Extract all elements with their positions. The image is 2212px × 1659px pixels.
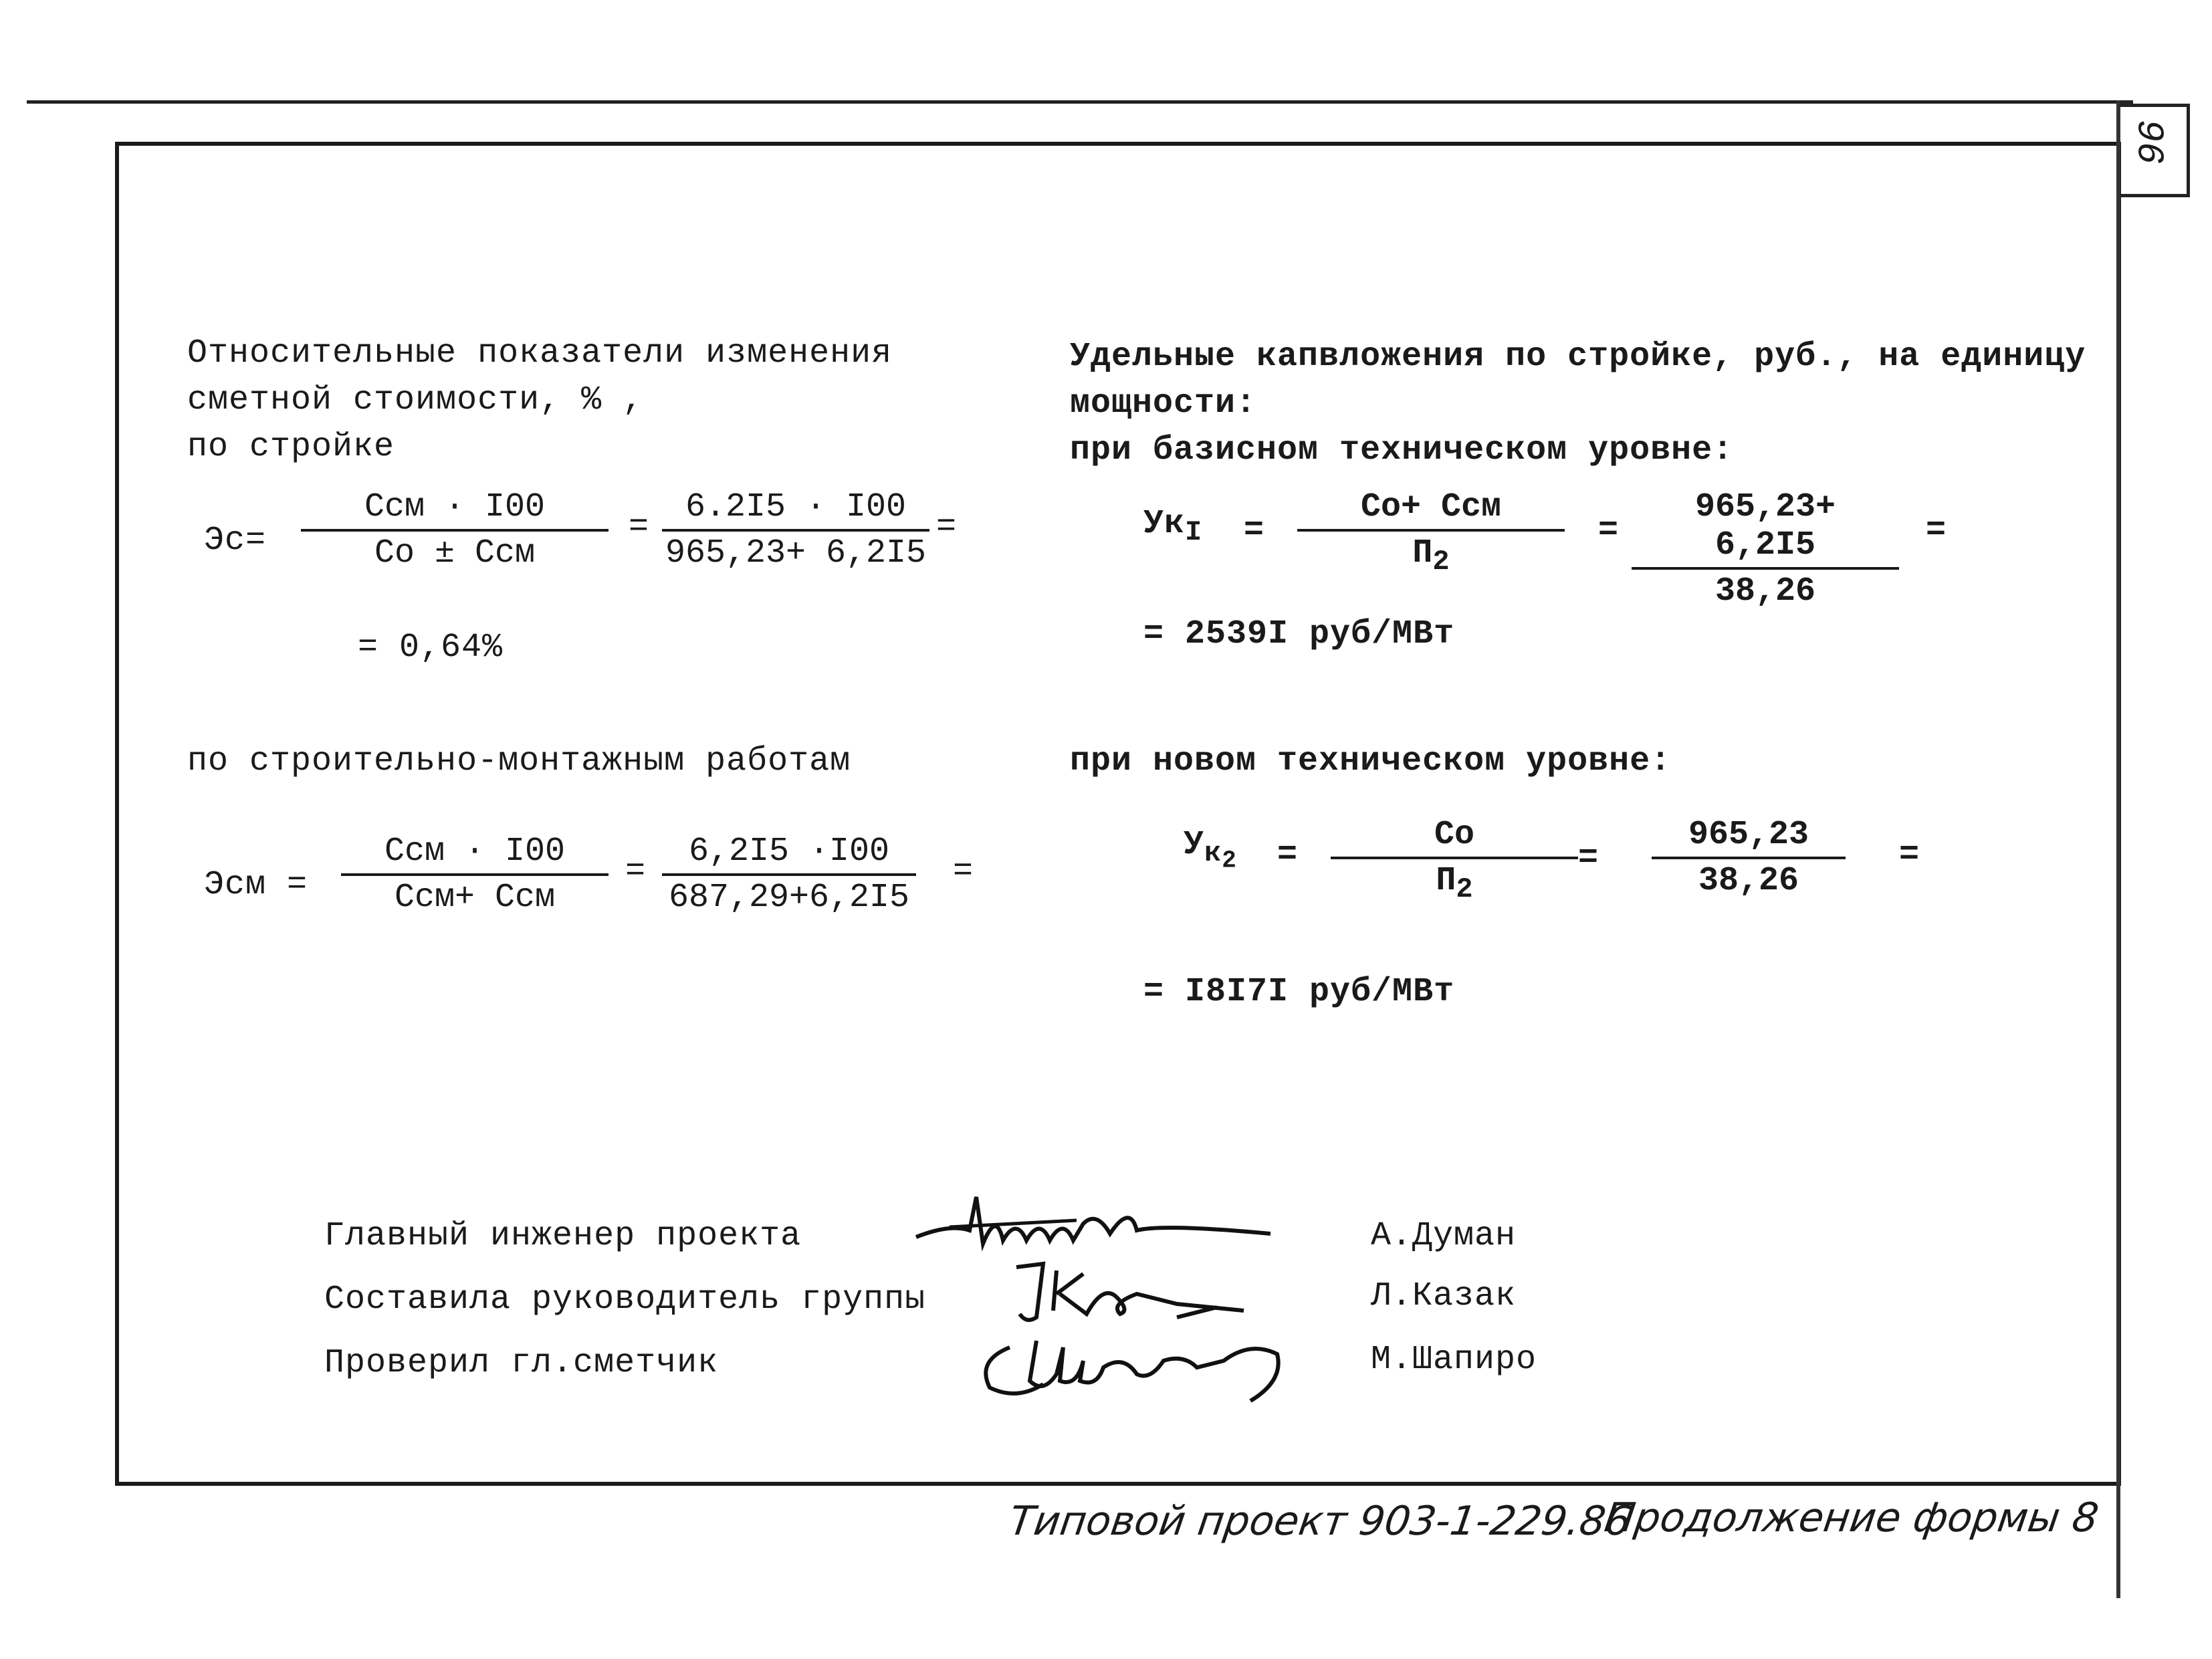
handwritten-signature-3	[970, 1321, 1291, 1411]
right-heading-line1: Удельные капвложения по стройке, руб., на единицу	[1070, 338, 2086, 376]
right-formula2-equals2: =	[1578, 839, 1599, 877]
signature-name-duman: А.Думан	[1371, 1217, 1517, 1255]
left-subheading2: по строительно-монтажным работам	[187, 742, 851, 780]
formula1-denominator2: 965,23+ 6,2I5	[665, 534, 927, 572]
right-formula2-lhs	[1184, 826, 1237, 874]
formula1-numerator2: 6.2I5 · I00	[662, 488, 929, 532]
formula2-equals1: =	[625, 853, 647, 891]
right-formula2-symbol: У	[1184, 826, 1205, 864]
right-formula2-denominator2: 38,26	[1698, 862, 1799, 900]
right-formula1-denominator1-sub: 2	[1432, 546, 1450, 578]
formula2-fraction1	[341, 833, 609, 917]
right-formula1-numerator2: 965,23+ 6,2I5	[1632, 488, 1899, 570]
right-formula2-denominator1-sub: 2	[1456, 873, 1473, 905]
right-formula2-denominator1-base: П	[1436, 862, 1456, 900]
right-formula2-denominator1	[1331, 859, 1578, 905]
right-formula2-subscript-2: 2	[1222, 847, 1237, 875]
right-formula1-numerator1: Со+ Ссм	[1297, 488, 1565, 532]
signature-name-kazak: Л.Казак	[1371, 1277, 1517, 1315]
formula2-equals2: =	[953, 853, 974, 891]
right-formula1-subscript: I	[1185, 516, 1203, 548]
right-formula2-fraction2	[1652, 816, 1846, 900]
formula1-fraction1	[301, 488, 609, 572]
left-heading-line2: сметной стоимости, % ,	[187, 381, 644, 419]
right-formula1-denominator2: 38,26	[1715, 572, 1816, 611]
footer-project-code: Типовой проект 903-1-229.86	[1006, 1498, 1634, 1545]
top-rule	[27, 100, 2133, 104]
right-formula1-symbol: Ук	[1143, 505, 1186, 543]
right-formula2-result: = I8I7I руб/МВт	[1143, 973, 1455, 1011]
right-heading-line2: мощности:	[1070, 384, 1257, 423]
right-formula2-numerator2: 965,23	[1652, 816, 1846, 859]
right-formula2-numerator1: Со	[1331, 816, 1578, 859]
right-formula2-subscript	[1204, 837, 1237, 875]
right-formula2-equals1: =	[1277, 836, 1299, 874]
left-heading-line3: по стройке	[187, 428, 395, 466]
signature-name-shapiro: М.Шапиро	[1371, 1341, 1537, 1379]
formula2-numerator1: Ссм · I00	[341, 833, 609, 876]
formula1-fraction2	[662, 488, 929, 572]
right-formula1-lhs	[1143, 505, 1202, 548]
right-formula2-equals3: =	[1899, 836, 1920, 874]
right-formula1-fraction1	[1297, 488, 1565, 578]
formula1-lhs: Эс=	[204, 522, 267, 560]
formula2-lhs: Эсм =	[204, 866, 308, 904]
page-number: 96	[2127, 119, 2171, 164]
right-rule	[2116, 100, 2120, 1598]
right-formula1-equals3: =	[1926, 512, 1947, 550]
formula2-denominator1: Ссм+ Ссм	[394, 879, 556, 917]
right-formula1-equals1: =	[1244, 512, 1265, 550]
right-formula1-fraction2	[1632, 488, 1899, 611]
right-formula1-denominator1-base: П	[1412, 534, 1433, 572]
formula1-result: = 0,64%	[358, 629, 504, 667]
signature-role-estimator: Проверил гл.сметчик	[324, 1344, 719, 1382]
formula2-denominator2: 687,29+6,2I5	[668, 879, 910, 917]
footer-continuation: Продолжение формы 8	[1601, 1495, 2102, 1541]
right-formula1-equals2: =	[1598, 512, 1620, 550]
handwritten-signature-1	[909, 1184, 1284, 1267]
formula1-equals2: =	[936, 508, 958, 546]
right-formula1-denominator1	[1297, 532, 1565, 578]
signature-role-chief-engineer: Главный инженер проекта	[324, 1217, 802, 1255]
formula1-equals1: =	[629, 508, 650, 546]
right-subheading2: при новом техническом уровне:	[1070, 742, 1672, 780]
formula2-numerator2: 6,2I5 ·I00	[662, 833, 916, 876]
right-formula2-subscript-k: к	[1204, 837, 1222, 869]
right-subheading1: при базисном техническом уровне:	[1070, 431, 1734, 469]
formula2-fraction2	[662, 833, 916, 917]
right-formula2-fraction1	[1331, 816, 1578, 905]
formula1-numerator1: Ссм · I00	[301, 488, 609, 532]
left-heading-line1: Относительные показатели изменения	[187, 334, 893, 372]
right-formula1-result: = 2539I руб/МВт	[1143, 615, 1455, 653]
signature-role-group-leader: Составила руководитель группы	[324, 1281, 926, 1319]
formula1-denominator1: Со ± Ссм	[374, 534, 536, 572]
